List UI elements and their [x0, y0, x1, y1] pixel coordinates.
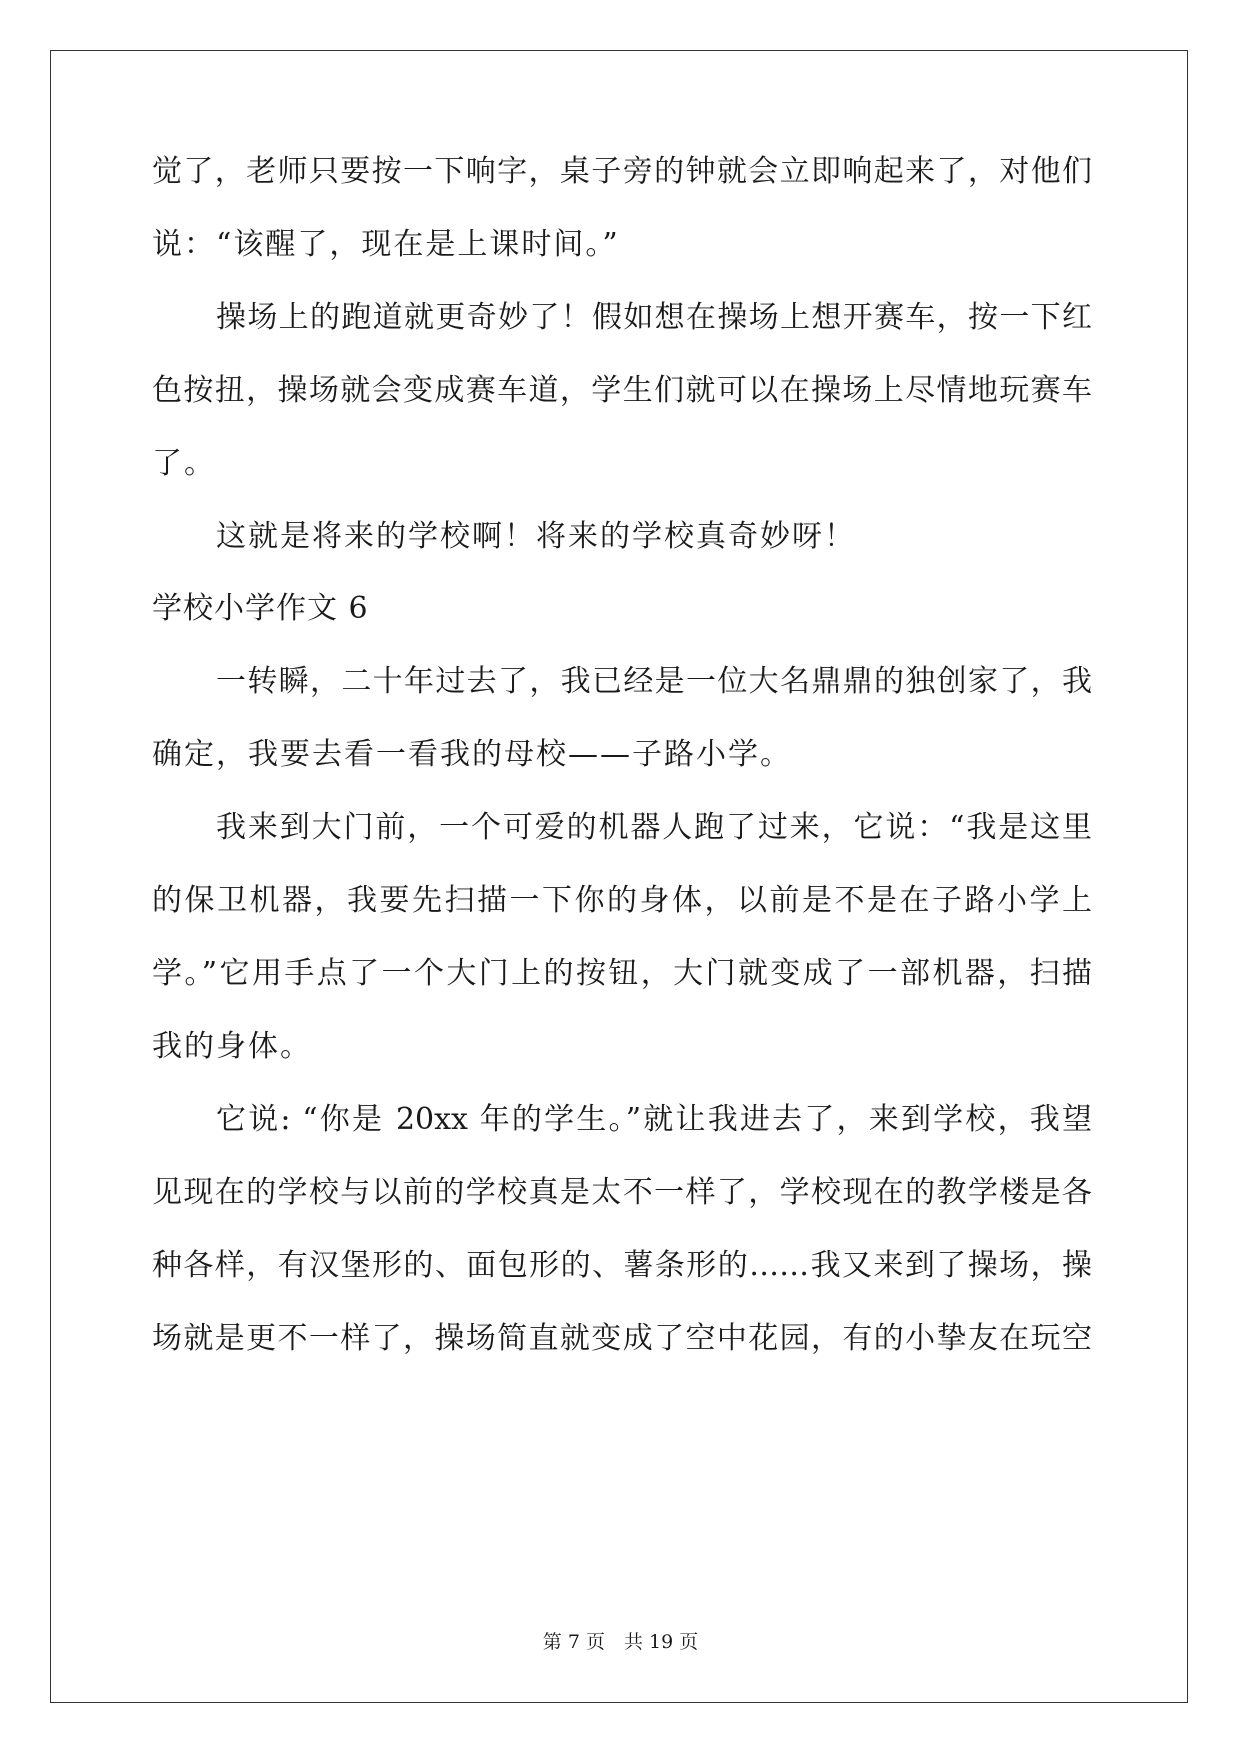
paragraph-line: 确定，我要去看一看我的母校——子路小学。	[152, 737, 792, 772]
paragraph-line: 觉了，老师只要按一下响字，桌子旁的钟就会立即响起来了，对他们	[152, 154, 1092, 189]
paragraph-line: 我的身体。	[152, 1029, 312, 1064]
section-heading: 学校小学作文 6	[152, 591, 369, 626]
paragraph-line: 一转瞬，二十年过去了，我已经是一位大名鼎鼎的独创家了，我	[216, 664, 1092, 699]
page-number: 第 7 页 共 19 页	[542, 1631, 699, 1653]
paragraph-line: 它说: “你是 20xx 年的学生。”就让我进去了，来到学校，我望	[216, 1102, 1092, 1137]
paragraph-line: 了。	[152, 446, 216, 481]
paragraph-line: 学。”它用手点了一个大门上的按钮，大门就变成了一部机器，扫描	[152, 956, 1092, 991]
paragraph-line: 色按扭，操场就会变成赛车道，学生们就可以在操场上尽情地玩赛车	[152, 373, 1092, 408]
paragraph-line: 操场上的跑道就更奇妙了！假如想在操场上想开赛车，按一下红	[216, 300, 1092, 335]
paragraph-line: 的保卫机器，我要先扫描一下你的身体，以前是不是在子路小学上	[152, 883, 1092, 918]
paragraph-line: 这就是将来的学校啊！将来的学校真奇妙呀！	[216, 519, 856, 554]
paragraph-line: 种各样，有汉堡形的、面包形的、薯条形的……我又来到了操场，操	[152, 1248, 1092, 1283]
paragraph-line: 我来到大门前，一个可爱的机器人跑了过来，它说：“我是这里	[216, 810, 1092, 845]
paragraph-line: 说：“该醒了，现在是上课时间。”	[152, 227, 620, 262]
paragraph-line: 见现在的学校与以前的学校真是太不一样了，学校现在的教学楼是各	[152, 1175, 1092, 1210]
paragraph-line: 场就是更不一样了，操场简直就变成了空中花园，有的小挚友在玩空	[152, 1321, 1092, 1356]
